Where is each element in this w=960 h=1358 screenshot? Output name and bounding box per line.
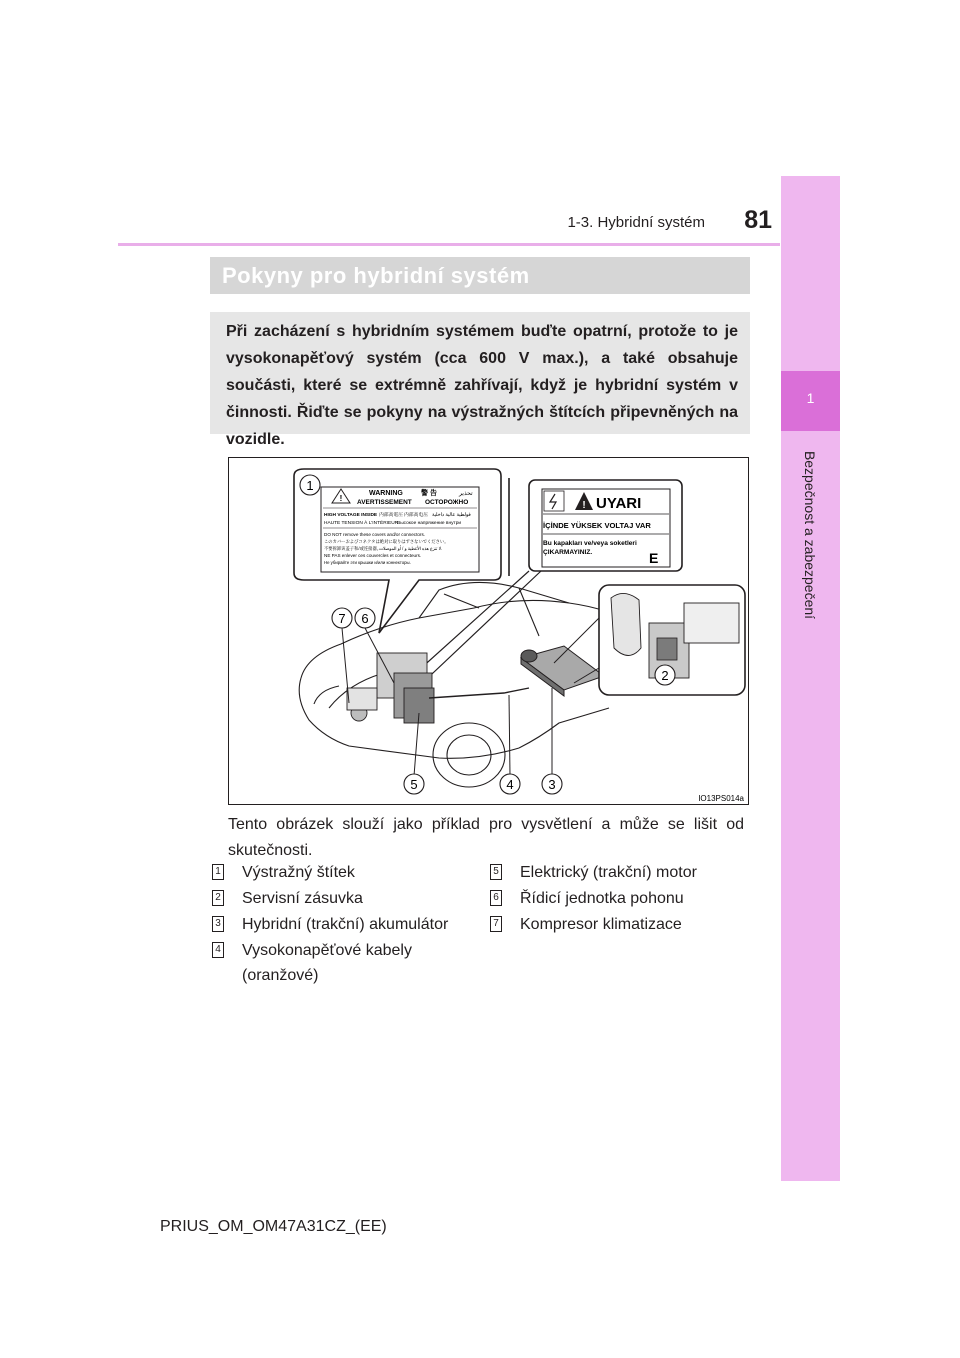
- svg-text:لا تنزع هذه الأغطية و / أو الم: لا تنزع هذه الأغطية و / أو الموصلات.: [379, 546, 443, 551]
- hybrid-battery-shape: [521, 646, 604, 696]
- svg-text:警 告: 警 告: [421, 490, 437, 497]
- svg-text:İÇİNDE YÜKSEK VOLTAJ VAR: İÇİNDE YÜKSEK VOLTAJ VAR: [543, 521, 651, 530]
- legend-number: 5: [490, 864, 502, 880]
- page-number: 81: [744, 206, 772, 234]
- svg-text:HAUTE TENSION À L'INTÉRIEUR: HAUTE TENSION À L'INTÉRIEUR: [324, 521, 399, 526]
- svg-text:1: 1: [306, 478, 314, 493]
- svg-text:このカバーおよびコネクタは絶対に取りはずさないでください。: このカバーおよびコネクタは絶対に取りはずさないでください。: [324, 539, 449, 544]
- svg-text:内部高电压: 内部高电压: [404, 513, 428, 518]
- svg-text:ОСТОРОЖНО: ОСТОРОЖНО: [425, 499, 469, 506]
- legend-number: 6: [490, 890, 502, 906]
- legend-text: Hybridní (trakční) akumulátor: [242, 916, 449, 933]
- chapter-title: Bezpečnost a zabezpečení: [802, 450, 818, 620]
- legend-text: Kompresor klimatizace: [520, 916, 682, 933]
- svg-text:HIGH VOLTAGE INSIDE: HIGH VOLTAGE INSIDE: [324, 513, 378, 518]
- legend-text: (oranžové): [242, 967, 319, 984]
- svg-text:فولطية عالية داخلية: فولطية عالية داخلية: [432, 513, 471, 518]
- svg-text:E: E: [649, 550, 659, 566]
- car-diagram: [229, 458, 749, 805]
- svg-text:AVERTISSEMENT: AVERTISSEMENT: [357, 499, 412, 506]
- svg-text:2: 2: [661, 668, 669, 683]
- chapter-side-tab: [781, 176, 840, 1181]
- svg-text:تحذير: تحذير: [459, 491, 473, 497]
- intro-box: [210, 312, 750, 448]
- legend-number: 3: [212, 916, 224, 932]
- svg-text:3: 3: [548, 777, 556, 792]
- legend-text: Vysokonapěťové kabely: [242, 942, 412, 959]
- chapter-number: 1: [806, 390, 815, 406]
- svg-text:!: !: [339, 494, 343, 503]
- legend-text: Servisní zásuvka: [242, 890, 363, 907]
- document-code: PRIUS_OM_OM47A31CZ_(EE): [160, 1218, 387, 1235]
- svg-text:7: 7: [338, 611, 346, 626]
- svg-text:Не убирайте эти крышки и/или к: Не убирайте эти крышки и/или коннекторы.: [324, 560, 411, 565]
- figure-code: IO13PS014a: [698, 794, 744, 803]
- legend-text: Výstražný štítek: [242, 864, 355, 881]
- legend-number: 2: [212, 890, 224, 906]
- svg-text:Bu kapakları ve/veya soketleri: Bu kapakları ve/veya soketleri: [543, 540, 637, 547]
- svg-text:DO NOT remove these covers and: DO NOT remove these covers and/or connectors.: [324, 532, 426, 537]
- svg-text:UYARI: UYARI: [596, 495, 642, 512]
- svg-text:!: !: [582, 500, 586, 511]
- legend-number: 7: [490, 916, 502, 932]
- legend-text: Řídicí jednotka pohonu: [520, 890, 684, 907]
- intro-text: Při zacházení s hybridním systémem buďte opatrní, protože to je vysokonapěťový systém (cca 600 V max.), a také obsahuje součásti, které se extrémně zahřívají, když je hybridní systém v činnosti. Řiďte se pokyny na výstražných štítcích připevněných na vozidle.: [226, 323, 738, 448]
- legend-text: Elektrický (trakční) motor: [520, 864, 697, 881]
- svg-text:5: 5: [410, 777, 418, 792]
- legend-number: 1: [212, 864, 224, 880]
- engine-components: [347, 653, 529, 723]
- figure-caption: Tento obrázek slouží jako příklad pro vysvětlení a může se lišit od skutečnosti.: [228, 816, 744, 859]
- header-divider: [118, 243, 780, 246]
- svg-text:不要拆卸该盖子和/或连接器。: 不要拆卸该盖子和/或连接器。: [324, 546, 382, 551]
- car-outline: [299, 582, 649, 787]
- label-warning: WARNING: [369, 490, 403, 497]
- section-title: 1-3. Hybridní systém: [567, 214, 705, 231]
- section-heading-bar: [210, 257, 750, 294]
- svg-text:NE PAS enlever ces couvercles: NE PAS enlever ces couvercles et connecteurs.: [324, 553, 422, 558]
- svg-text:6: 6: [361, 611, 369, 626]
- section-heading: Pokyny pro hybridní systém: [222, 263, 530, 288]
- svg-text:ÇIKARMAYINIZ.: ÇIKARMAYINIZ.: [543, 549, 593, 556]
- legend-number: 4: [212, 942, 224, 958]
- svg-text:4: 4: [506, 777, 514, 792]
- svg-text:内部高電圧: 内部高電圧: [379, 513, 403, 518]
- svg-text:Высокое напряжение внутри: Высокое напряжение внутри: [397, 521, 462, 526]
- hybrid-system-illustration: [228, 457, 749, 805]
